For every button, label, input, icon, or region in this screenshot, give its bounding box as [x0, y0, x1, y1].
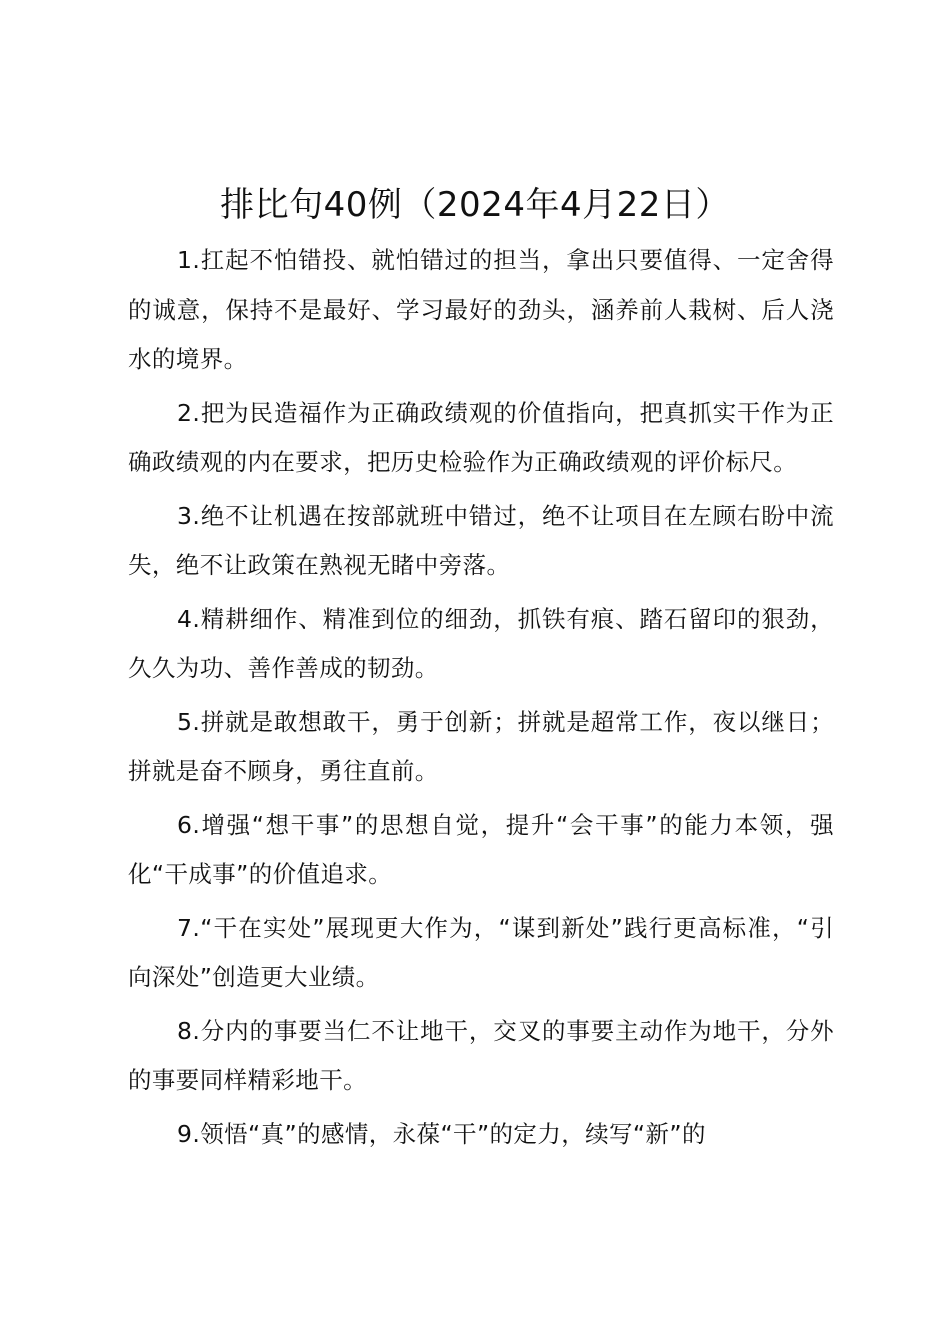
document-title: 排比句40例（2024年4月22日） [220, 185, 730, 225]
paragraph-4: 4.精耕细作、精准到位的细劲，抓铁有痕、踏石留印的狠劲，久久为功、善作善成的韧劲。 [128, 604, 834, 682]
paragraph-1: 1.扛起不怕错投、就怕错过的担当，拿出只要值得、一定舍得的诚意，保持不是最好、学习最好的劲头，涵养前人栽树、后人浇水的境界。 [128, 246, 834, 373]
paragraph-5: 5.拼就是敢想敢干，勇于创新；拼就是超常工作，夜以继日；拼就是奋不顾身，勇往直前。 [128, 707, 834, 785]
paragraph-8: 8.分内的事要当仁不让地干，交叉的事要主动作为地干，分外的事要同样精彩地干。 [128, 1016, 834, 1094]
document-body [128, 236, 834, 1163]
paragraph-9: 9.领悟“真”的感情，永葆“干”的定力，续写“新”的 [177, 1119, 706, 1148]
paragraph-6: 6.增强“想干事”的思想自觉，提升“会干事”的能力本领，强化“干成事”的价值追求。 [128, 810, 834, 888]
paragraph-2: 2.把为民造福作为正确政绩观的价值指向，把真抓实干作为正确政绩观的内在要求，把历史检验作为正确政绩观的评价标尺。 [128, 398, 834, 476]
paragraph-3: 3.绝不让机遇在按部就班中错过，绝不让项目在左顾右盼中流失，绝不让政策在熟视无睹中旁落。 [128, 501, 834, 579]
paragraph-7: 7.“干在实处”展现更大作为，“谋到新处”践行更高标准，“引向深处”创造更大业绩。 [128, 913, 834, 991]
